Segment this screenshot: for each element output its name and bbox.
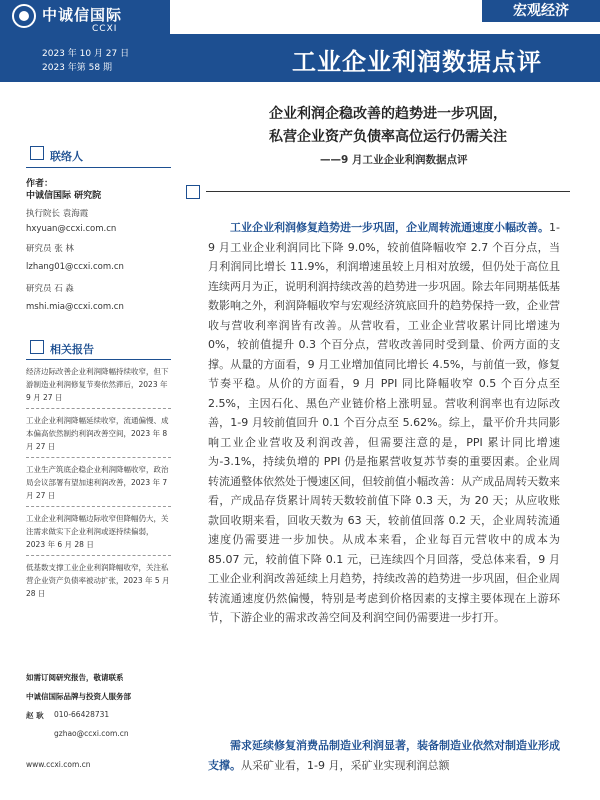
- related-report-1[interactable]: 经济边际改善企业利润降幅持续收窄，但下游制造业利润修复节奏依然滞后，2023 年 9 月 27 日: [26, 367, 169, 402]
- website-link[interactable]: www.ccxi.com.cn: [26, 760, 91, 769]
- related-report-2[interactable]: 工业企业利润降幅延续收窄，流通偏慢、成本偏高依然制约利润改善空间，2023 年 8 月 27 日: [26, 416, 169, 451]
- body-section-rule: [206, 191, 570, 192]
- related-report-4[interactable]: 工业企业利润降幅边际收窄但降幅仍大，关注需求做实下企业利润或逐持续偏弱，2023 年 6 月 28 日: [26, 514, 169, 549]
- report-title: 工业企业利润数据点评: [292, 48, 542, 76]
- paragraph-2-text: 从采矿业看，1-9 月，采矿业实现利润总额: [241, 758, 450, 772]
- related-report-3[interactable]: 工业生产筑底企稳企业利润降幅收窄，政治局会议部署有望加速利润改善，2023 年 7 月 27 日: [26, 465, 169, 500]
- author-email-2[interactable]: lzhang01@ccxi.com.cn: [26, 262, 124, 272]
- headline-line-2: 私营企业资产负债率高位运行仍需关注: [269, 129, 507, 145]
- author-email-3[interactable]: mshi.mia@ccxi.com.cn: [26, 302, 124, 312]
- author-email-1[interactable]: hxyuan@ccxi.com.cn: [26, 224, 117, 234]
- report-header: [0, 0, 600, 82]
- service-contact-name: 赵 耿: [26, 711, 44, 720]
- related-section-rule: [26, 359, 171, 360]
- headline-line-1: 企业利润企稳改善的趋势进一步巩固，: [269, 106, 507, 122]
- related-section-title: 相关报告: [50, 343, 94, 356]
- headline-subtitle: ——9 月工业企业利润数据点评: [320, 154, 468, 166]
- related-report-5[interactable]: 低基数支撑工业企业利润降幅收窄，关注私营企业资产负债率被动扩张，2023 年 5 月 28 日: [26, 563, 170, 598]
- contact-icon: [30, 146, 44, 160]
- logo-chinese-name: 中诚信国际: [42, 6, 123, 24]
- category-tag: 宏观经济: [482, 0, 600, 22]
- logo-english-name: CCXI: [92, 24, 118, 34]
- service-phone: 010-66428731: [54, 710, 110, 719]
- related-divider: [26, 457, 171, 458]
- related-divider: [26, 506, 171, 507]
- report-date: 2023 年 10 月 27 日: [42, 49, 130, 59]
- institute-name: 中诚信国际 研究院: [26, 191, 102, 201]
- paragraph-1-lead: 工业企业利润修复趋势进一步巩固，企业周转流通速度小幅改善。: [230, 221, 550, 234]
- body-paragraph-2: [208, 736, 560, 775]
- author-label: 作者：: [26, 179, 54, 189]
- contact-section-rule: [26, 167, 171, 168]
- related-divider: [26, 555, 171, 556]
- related-reports-icon: [30, 340, 44, 354]
- body-paragraph-1: [208, 218, 560, 628]
- contact-section-title: 联络人: [50, 150, 83, 163]
- related-divider: [26, 408, 171, 409]
- service-dept: 中诚信国际品牌与投资人服务部: [26, 692, 131, 701]
- author-name-1: 执行院长 袁海霞: [26, 209, 89, 219]
- author-name-2: 研究员 张 林: [26, 244, 74, 254]
- service-email[interactable]: gzhao@ccxi.com.cn: [54, 729, 129, 738]
- paragraph-2-lead: 需求延续修复消费品制造业利润显著，装备制造业依然对制造业形成支撑。: [208, 739, 560, 772]
- author-name-3: 研究员 石 淼: [26, 284, 74, 294]
- subscribe-note: 如需订阅研究报告，敬请联系: [26, 673, 124, 682]
- report-issue: 2023 年第 58 期: [42, 63, 112, 73]
- body-section-icon: [186, 185, 200, 199]
- paragraph-1-text: 1-9 月工业企业利润同比下降 9.0%，较前值降幅收窄 2.7 个百分点，当月利润同比增长 11.9%，利润增速虽较上月相对放缓，但仍处于高位且连续两月为正，说明利润持续改善的趋势进一步巩固。除去年同期基低基数影响之外，利润降幅收窄与宏观经济筑底回升的趋势保持一致，企业营收与营收利率润皆有改善。从营收看，工业企业营收累计同比增速为 0%，较前值提升 0.3 个百分点，营收改善同时受到量、价两方面的支撑。从量的方面看，9 月工业增加值同比增长 4.5%，与前值一致，修复节奏平稳。从价的方面看，9 月 PPI 同比降幅收窄 0.5 个百分点至 2.5%，主因石化、黑色产业链价格上涨明显。营收利润率也有边际改善，1-9 月较前值回升 0.1 个百分点至 5.62%。综上，量平价升共同影响工业企业营收及利润改善，但需要注意的是，PPI 累计同比增速为-3.1%，持续负增的 PPI 仍是拖累营收复苏节奏的重要因素。企业周转流通整体依然处于慢速区间，但较前值小幅改善：从产成品周转天数来看，产成品存货累计周转天数较前值下降 0.3 天，为 20 天；从应收账款回收期来看，回收天数为 63 天，较前值回落 0.2 天，企业周转流通速度仍需要进一步加快。从成本来看，企业每百元营收中的成本为 85.07 元，较前值下降 0.1 元，已连续四个月回落，受总体来看，9 月工业企业利润改善延续上月趋势，持续改善的趋势进一步巩固，但企业周转流通速度仍然偏慢，特别是考虑到价格因素的支撑主要体现在上游环节，下游企业的需求改善空间及利润空间仍需要进一步打开。: [208, 221, 560, 624]
- ccxi-logo-icon: [12, 4, 36, 28]
